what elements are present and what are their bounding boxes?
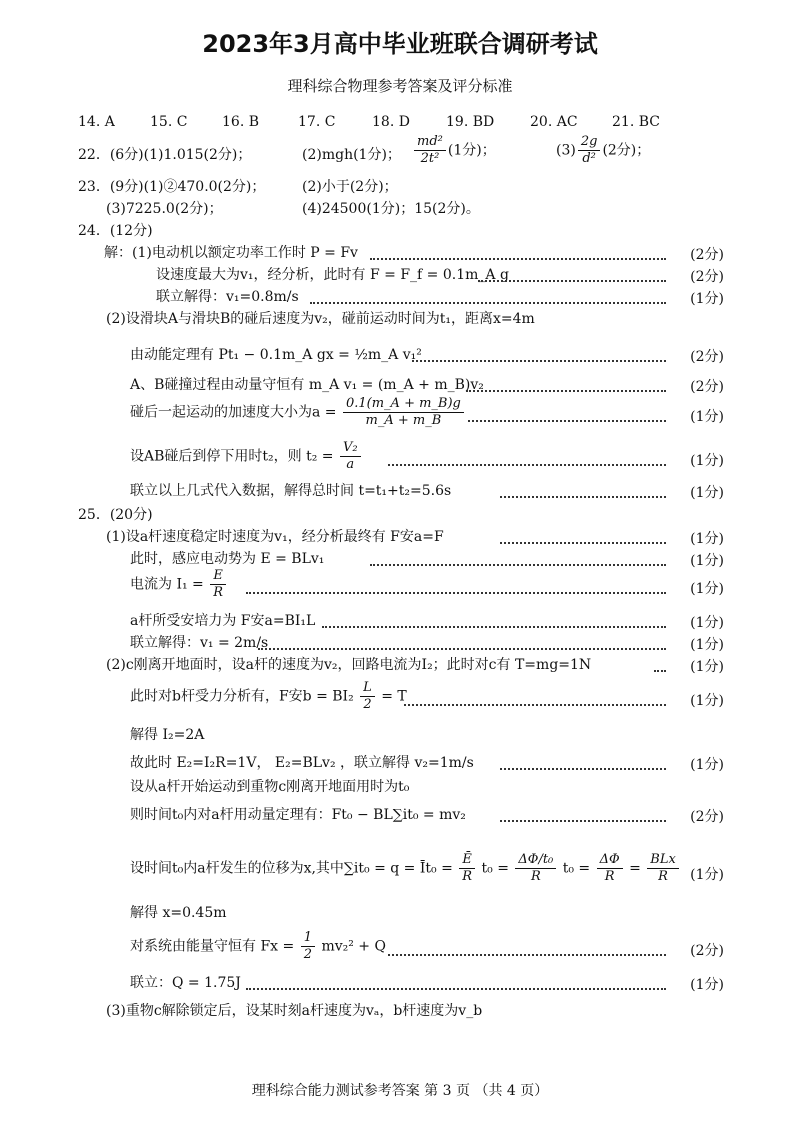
q25-line: 设从a杆开始运动到重物c刚离开地面用时为t₀ [130, 779, 410, 795]
fraction-denominator: a [346, 457, 355, 472]
q25-line [130, 852, 681, 885]
fraction-numerator: 2g [578, 134, 601, 151]
score: (2分) [690, 247, 724, 263]
q25-line [130, 930, 386, 963]
score: (1分) [690, 291, 724, 307]
score: (1分)； [447, 142, 496, 159]
mc-answer: 21. BC [612, 114, 660, 130]
label: 设时间t₀内a杆发生的位移为x,其中∑it₀ = q = Īt₀ = [130, 860, 453, 877]
fraction-numerator: L [360, 680, 375, 697]
dot-leader [500, 542, 666, 544]
fraction-denominator: d² [582, 151, 596, 166]
score: (2分) [690, 943, 724, 959]
page-subtitle: 理科综合物理参考答案及评分标准 [287, 77, 513, 95]
q25-line [130, 680, 407, 713]
q25-line: 解得 x=0.45m [130, 905, 227, 921]
mc-answer: 20. AC [530, 114, 578, 130]
score: (1分) [690, 637, 724, 653]
page-footer: 理科综合能力测试参考答案 第 3 页 （共 4 页） [251, 1083, 549, 1099]
mc-answer: 17. C [298, 114, 336, 130]
fraction-numerator: V₂ [340, 440, 361, 457]
label: t₀ = [562, 860, 591, 877]
dot-leader [500, 768, 666, 770]
q22-part2: (2)mgh(1分)； [302, 147, 401, 163]
q25-line: 故此时 E₂=I₂R=1V， E₂=BLv₂ ，联立解得 v₂=1m/s [130, 755, 474, 771]
score: (1分) [690, 485, 724, 501]
q25-line: 联立：Q = 1.75J [130, 975, 241, 991]
q25-line: 则时间t₀内对a杆用动量定理有：Ft₀ − BL∑it₀ = mv₂ [130, 807, 466, 823]
mc-answer: 18. D [372, 114, 410, 130]
label: = T [381, 688, 407, 705]
fraction-denominator: 2 [303, 947, 312, 962]
dot-leader [654, 670, 666, 672]
fraction-numerator: md² [414, 134, 446, 151]
q25-line: (2)c刚离开地面时，设a杆的速度为v₂，回路电流为I₂；此时对c有 T=mg=1N [106, 657, 592, 673]
q24-line [130, 440, 363, 473]
score: (1分) [690, 531, 724, 547]
dot-leader [388, 954, 666, 956]
score: (1分) [690, 553, 724, 569]
label: 对系统由能量守恒有 Fx = [130, 938, 295, 955]
dot-leader [500, 820, 666, 822]
q22-part2-formula [412, 134, 496, 167]
q24-line: (2)设滑块A与滑块B的碰后速度为v₂，碰前运动时间为t₁，距离x=4m [106, 311, 535, 327]
q24-line: 解：(1)电动机以额定功率工作时 P = Fv [104, 245, 358, 261]
fraction-numerator: BLx [647, 852, 679, 869]
dot-leader [404, 704, 666, 706]
score: (1分) [690, 867, 724, 883]
fraction-denominator: m_A + m_B [365, 413, 442, 428]
q24-heading: 24．(12分) [78, 223, 153, 239]
dot-leader [412, 360, 666, 362]
score: (1分) [690, 977, 724, 993]
q24-line: 设速度最大为v₁，经分析，此时有 F = F_f = 0.1m_A g [156, 267, 509, 283]
q23-part3: (3)7225.0(2分)； [106, 201, 223, 217]
mc-answer: 19. BD [446, 114, 495, 130]
q24-line [130, 396, 466, 429]
fraction-denominator: R [530, 869, 541, 884]
label: = [629, 860, 641, 877]
q22-part1: 22．(6分)(1)1.015(2分)； [78, 147, 252, 163]
fraction-denominator: R [213, 585, 224, 600]
fraction-numerator: ΔΦ/t₀ [515, 852, 556, 869]
score: (1分) [690, 581, 724, 597]
label: t₀ = [481, 860, 509, 877]
dot-leader [258, 648, 666, 650]
score: (1分) [690, 659, 724, 675]
q25-line: (1)设a杆速度稳定时速度为v₁，经分析最终有 F安a=F [106, 529, 444, 545]
q24-line: 联立以上几式代入数据，解得总时间 t=t₁+t₂=5.6s [130, 483, 452, 499]
q23-part4: (4)24500(1分)；15(2分)。 [302, 201, 480, 217]
score: (1分) [690, 453, 724, 469]
fraction-numerator: 0.1(m_A + m_B)g [343, 396, 464, 413]
fraction-denominator: 2 [363, 697, 372, 712]
mc-answer: 15. C [150, 114, 188, 130]
score: (2分) [690, 349, 724, 365]
fraction-denominator: R [462, 869, 473, 884]
dot-leader [246, 592, 666, 594]
dot-leader [478, 280, 666, 282]
fraction-numerator: E [210, 568, 226, 585]
label: 设AB碰后到停下用时t₂，则 t₂ = [130, 448, 334, 465]
page-title: 2023年3月高中毕业班联合调研考试 [202, 30, 598, 58]
dot-leader [388, 464, 666, 466]
q24-line: A、B碰撞过程由动量守恒有 m_A v₁ = (m_A + m_B)v₂ [130, 377, 484, 393]
dot-leader [322, 626, 666, 628]
fraction-denominator: R [604, 869, 615, 884]
score: (2分) [690, 809, 724, 825]
score: (2分) [690, 379, 724, 395]
q25-line: 联立解得：v₁ = 2m/s [130, 635, 269, 651]
q23-part1: 23．(9分)(1)②470.0(2分)； [78, 179, 266, 195]
mc-answer: 14. A [78, 114, 115, 130]
dot-leader [370, 258, 666, 260]
dot-leader [466, 390, 666, 392]
fraction-numerator: 1 [301, 930, 315, 947]
label: mv₂² + Q [321, 938, 386, 955]
q25-line: 解得 I₂=2A [130, 727, 205, 743]
q24-line: 由动能定理有 Pt₁ − 0.1m_A gx = ½m_A v₁² [130, 347, 422, 363]
q25-line [130, 568, 228, 601]
label: 此时对b杆受力分析有，F安b = BI₂ [130, 688, 354, 705]
q25-line: 此时，感应电动势为 E = BLv₁ [130, 551, 325, 567]
q24-line: 联立解得：v₁=0.8m/s [156, 289, 299, 305]
q23-part2: (2)小于(2分)； [302, 179, 398, 195]
dot-leader [246, 988, 666, 990]
score: (2分)； [602, 142, 651, 159]
score: (2分) [690, 269, 724, 285]
dot-leader [500, 496, 666, 498]
fraction-numerator: Ē [459, 852, 475, 869]
label: 碰后一起运动的加速度大小为a = [130, 404, 337, 421]
fraction-denominator: R [658, 869, 668, 884]
q22-part3 [556, 134, 650, 167]
label: (3) [556, 142, 576, 159]
dot-leader [310, 302, 666, 304]
fraction-numerator: ΔΦ [597, 852, 623, 869]
mc-answer: 16. B [222, 114, 260, 130]
score: (1分) [690, 693, 724, 709]
fraction-denominator: 2t² [420, 151, 440, 166]
q25-line: (3)重物c解除锁定后，设某时刻a杆速度为vₐ，b杆速度为v_b [106, 1003, 483, 1019]
q25-line: a杆所受安培力为 F安a=BI₁L [130, 613, 316, 629]
dot-leader [468, 420, 666, 422]
score: (1分) [690, 757, 724, 773]
score: (1分) [690, 615, 724, 631]
score: (1分) [690, 409, 724, 425]
dot-leader [370, 564, 666, 566]
label: 电流为 I₁ = [130, 576, 204, 593]
q25-heading: 25．(20分) [78, 507, 153, 523]
